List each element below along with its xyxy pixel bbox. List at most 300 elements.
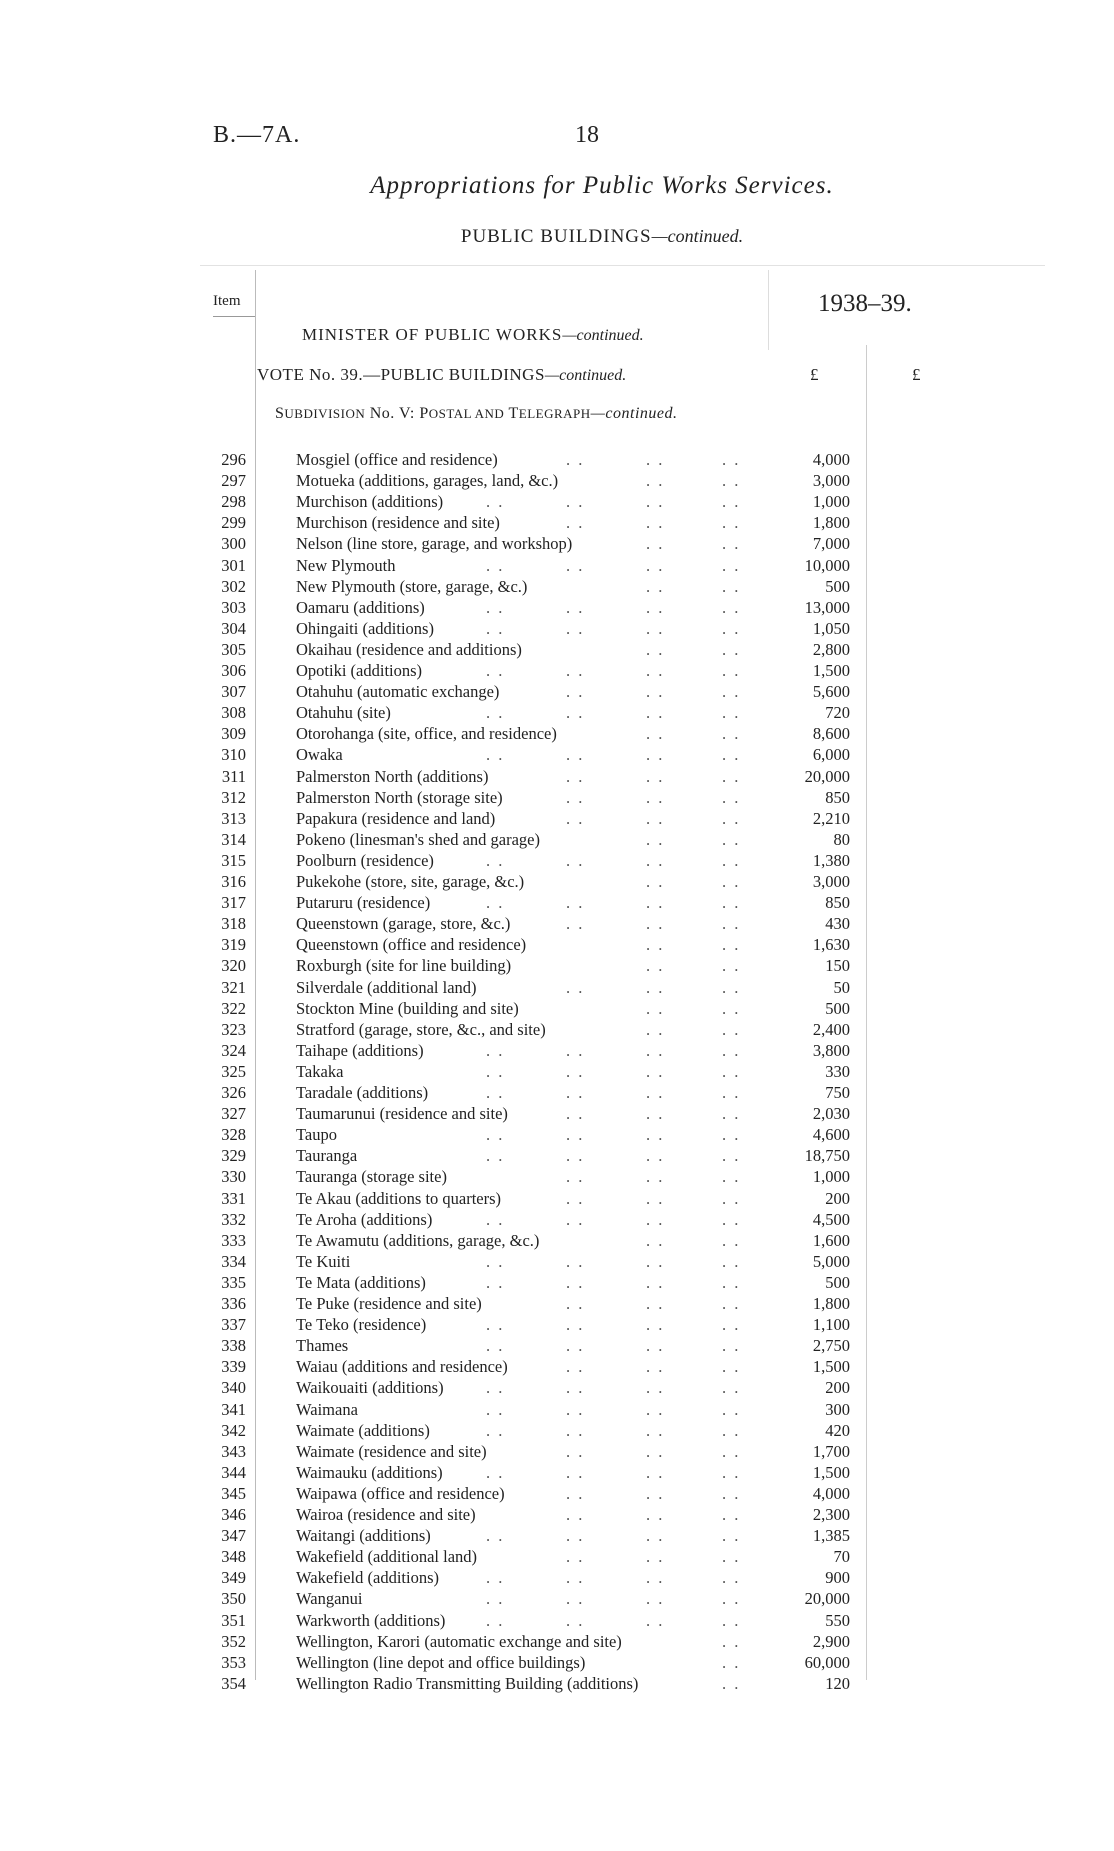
vote-text: VOTE No. 39.—PUBLIC BUILDINGS — [257, 365, 545, 384]
item-description: Wairoa (residence and site) — [296, 1505, 476, 1524]
leader-dots: . . . . . . . . — [486, 1378, 741, 1398]
leader-dots: . . . . . . — [566, 787, 741, 807]
table-row — [0, 871, 1114, 892]
table-row — [0, 1631, 1114, 1652]
item-number: 328 — [221, 1125, 246, 1145]
table-row — [0, 533, 1114, 554]
item-amount: 1,600 — [812, 1230, 850, 1250]
subdivision-heading — [275, 405, 678, 423]
leader-dots: . . . . . . . . — [486, 850, 741, 870]
item-number: 324 — [221, 1040, 246, 1060]
item-number: 339 — [221, 1357, 246, 1377]
item-amount: 4,500 — [812, 1209, 850, 1229]
leader-dots: . . . . . . — [566, 1547, 741, 1567]
item-number: 296 — [221, 450, 246, 469]
item-amount: 1,630 — [812, 935, 850, 955]
leader-dots: . . . . . . . . — [486, 597, 741, 617]
leader-dots: . . . . . . . . — [486, 1568, 741, 1588]
item-amount: 500 — [825, 576, 850, 596]
table-row — [0, 744, 1114, 765]
item-description: New Plymouth (store, garage, &c.) — [296, 576, 528, 596]
leader-dots: . . . . . . — [566, 1188, 741, 1208]
item-number: 303 — [221, 597, 246, 617]
item-description: Roxburgh (site for line building) — [296, 956, 512, 976]
table-row — [0, 1145, 1114, 1166]
table-row — [0, 1061, 1114, 1082]
table-row — [0, 1377, 1114, 1398]
item-description: Queenstown (office and residence) — [296, 935, 527, 955]
table-row — [0, 955, 1114, 976]
leader-dots: . . . . . . . . — [486, 1272, 741, 1292]
item-description: Waimana — [296, 1399, 358, 1419]
item-number: 306 — [221, 661, 246, 680]
table-row — [0, 934, 1114, 955]
table-row — [0, 1272, 1114, 1293]
item-amount: 4,000 — [812, 1483, 850, 1503]
item-description: Warkworth (additions) — [296, 1610, 446, 1630]
table-row — [0, 1525, 1114, 1546]
leader-dots: . . . . . . — [566, 977, 741, 997]
item-description: Wakefield (additions) — [296, 1568, 439, 1588]
item-amount: 420 — [825, 1420, 850, 1440]
item-number: 334 — [221, 1251, 246, 1271]
item-number: 337 — [221, 1315, 246, 1335]
item-number: 326 — [221, 1083, 246, 1102]
subdivision-part: UBDIVISION — [284, 406, 366, 421]
item-amount: 3,000 — [812, 872, 850, 891]
leader-dots: . . . . . . — [566, 808, 741, 828]
minister-heading — [302, 325, 644, 345]
item-amount: 200 — [825, 1378, 850, 1398]
item-amount: 850 — [825, 893, 850, 913]
table-row — [0, 1673, 1114, 1694]
table-row — [0, 1230, 1114, 1251]
item-description: Nelson (line store, garage, and workshop) — [296, 534, 573, 554]
item-description: Te Kuiti — [296, 1251, 351, 1271]
item-amount: 1,000 — [812, 1167, 850, 1187]
item-description: Otahuhu (site) — [296, 703, 391, 723]
item-number: 335 — [221, 1272, 246, 1292]
item-description: Murchison (additions) — [296, 492, 444, 512]
item-number: 338 — [221, 1336, 246, 1356]
item-amount: 1,000 — [812, 492, 850, 512]
item-description: Te Awamutu (additions, garage, &c.) — [296, 1230, 540, 1250]
leader-dots: . . — [722, 1631, 741, 1651]
item-number: 327 — [221, 1104, 246, 1124]
leader-dots: . . . . . . . . — [486, 555, 741, 575]
leader-dots: . . . . . . . . — [486, 1251, 741, 1271]
item-description: Waitangi (additions) — [296, 1526, 431, 1546]
item-number: 345 — [221, 1483, 246, 1503]
item-amount: 50 — [833, 977, 850, 997]
subdivision-part: No. V: P — [365, 405, 429, 422]
leader-dots: . . . . — [646, 1230, 741, 1250]
table-row — [0, 639, 1114, 660]
year-header: 1938–39. — [818, 290, 912, 317]
leader-dots: . . . . . . . . — [486, 1336, 741, 1356]
page-number: 18 — [575, 122, 599, 148]
leader-dots: . . . . . . — [566, 766, 741, 786]
table-row — [0, 1314, 1114, 1335]
item-number: 298 — [221, 492, 246, 512]
item-description: Te Akau (additions to quarters) — [296, 1188, 502, 1208]
table-row — [0, 829, 1114, 850]
table-row — [0, 449, 1114, 470]
table-row — [0, 1209, 1114, 1230]
vote-suffix: —continued. — [544, 367, 627, 384]
table-row — [0, 1293, 1114, 1314]
table-row — [0, 1546, 1114, 1567]
item-number: 309 — [221, 724, 246, 744]
item-amount: 1,500 — [812, 1357, 850, 1377]
leader-dots: . . . . . . . . — [486, 618, 741, 638]
item-number: 316 — [221, 872, 246, 891]
leader-dots: . . . . . . . . — [486, 1146, 741, 1166]
leader-dots: . . . . — [646, 576, 741, 596]
table-row — [0, 1399, 1114, 1420]
item-description: Te Teko (residence) — [296, 1315, 427, 1335]
item-number: 323 — [221, 1019, 246, 1039]
leader-dots: . . . . . . . . — [486, 1610, 741, 1630]
item-number: 332 — [221, 1209, 246, 1229]
item-description: Wellington (line depot and office buildings) — [296, 1652, 586, 1672]
subdivision-part: ELEGRAPH — [518, 406, 591, 421]
section-subtitle — [0, 226, 1114, 248]
item-column-header: Item — [213, 293, 241, 309]
table-row — [0, 1335, 1114, 1356]
item-amount: 1,500 — [812, 661, 850, 680]
amount-column-rule-left — [768, 270, 769, 350]
subdivision-part: OSTAL AND — [428, 406, 505, 421]
item-amount: 550 — [825, 1610, 850, 1630]
item-number: 341 — [221, 1399, 246, 1419]
item-header-rule — [213, 316, 255, 317]
item-description: Waipawa (office and residence) — [296, 1483, 505, 1503]
item-number: 312 — [221, 787, 246, 807]
item-amount: 120 — [825, 1673, 850, 1693]
item-amount: 1,100 — [812, 1315, 850, 1335]
page-title: Appropriations for Public Works Services. — [370, 172, 834, 199]
item-description: Waimauku (additions) — [296, 1462, 443, 1482]
item-amount: 70 — [833, 1547, 850, 1567]
leader-dots: . . . . — [646, 829, 741, 849]
item-description: Wellington Radio Transmitting Building (additions) — [296, 1673, 639, 1693]
item-number: 340 — [221, 1378, 246, 1398]
leader-dots: . . . . . . . . — [486, 893, 741, 913]
table-row — [0, 555, 1114, 576]
item-description: Taihape (additions) — [296, 1040, 424, 1060]
item-description: Putaruru (residence) — [296, 893, 431, 913]
item-number: 353 — [221, 1652, 246, 1672]
document-reference: B.—7A. — [213, 122, 301, 148]
item-description: Wakefield (additional land) — [296, 1547, 478, 1567]
item-number: 305 — [221, 639, 246, 659]
item-amount: 1,500 — [812, 1462, 850, 1482]
table-row — [0, 491, 1114, 512]
leader-dots: . . . . . . . . — [486, 1061, 741, 1081]
item-amount: 850 — [825, 787, 850, 807]
leader-dots: . . . . . . — [566, 1505, 741, 1524]
item-number: 311 — [221, 766, 246, 786]
table-row — [0, 1103, 1114, 1124]
item-description: Te Mata (additions) — [296, 1272, 426, 1292]
item-amount: 4,600 — [812, 1125, 850, 1145]
item-number: 347 — [221, 1526, 246, 1546]
item-amount: 500 — [825, 998, 850, 1018]
item-description: Otorohanga (site, office, and residence) — [296, 724, 557, 744]
item-number: 331 — [221, 1188, 246, 1208]
leader-dots: . . . . . . . . — [486, 661, 741, 680]
item-number: 307 — [221, 682, 246, 702]
leader-dots: . . — [722, 1673, 741, 1693]
item-amount: 150 — [825, 956, 850, 976]
item-description: Stockton Mine (building and site) — [296, 998, 519, 1018]
item-amount: 2,800 — [812, 639, 850, 659]
item-amount: 60,000 — [804, 1652, 850, 1672]
item-amount: 4,000 — [812, 450, 850, 469]
item-description: Thames — [296, 1336, 349, 1356]
leader-dots: . . . . . . — [566, 1167, 741, 1187]
item-description: Mosgiel (office and residence) — [296, 450, 498, 469]
item-number: 333 — [221, 1230, 246, 1250]
leader-dots: . . . . . . — [566, 1294, 741, 1313]
table-row — [0, 1040, 1114, 1061]
subtitle-suffix: —continued. — [651, 226, 744, 246]
item-amount: 13,000 — [804, 597, 850, 617]
table-row — [0, 618, 1114, 639]
item-number: 313 — [221, 808, 246, 828]
item-number: 352 — [221, 1631, 246, 1651]
table-row — [0, 1188, 1114, 1209]
table-row — [0, 681, 1114, 702]
table-row — [0, 512, 1114, 533]
item-description: Papakura (residence and land) — [296, 808, 496, 828]
leader-dots: . . . . . . . . — [486, 1462, 741, 1482]
item-amount: 5,600 — [812, 682, 850, 702]
item-description: Oamaru (additions) — [296, 597, 425, 617]
item-amount: 2,750 — [812, 1336, 850, 1356]
item-number: 315 — [221, 850, 246, 870]
item-number: 350 — [221, 1589, 246, 1609]
item-description: Owaka — [296, 745, 343, 765]
item-description: Pukekohe (store, site, garage, &c.) — [296, 872, 525, 891]
leader-dots: . . . . — [646, 872, 741, 891]
minister-text: MINISTER OF PUBLIC WORKS — [302, 325, 563, 344]
table-row — [0, 1652, 1114, 1673]
table-row — [0, 1019, 1114, 1040]
item-number: 297 — [221, 471, 246, 491]
item-description: Otahuhu (automatic exchange) — [296, 682, 500, 702]
item-amount: 3,800 — [812, 1040, 850, 1060]
item-amount: 330 — [825, 1061, 850, 1081]
item-description: Waimate (residence and site) — [296, 1441, 487, 1461]
table-row — [0, 977, 1114, 998]
leader-dots: . . . . — [646, 724, 741, 744]
item-amount: 1,800 — [812, 513, 850, 533]
leader-dots: . . . . . . . . — [486, 1420, 741, 1440]
item-amount: 20,000 — [804, 766, 850, 786]
item-description: Palmerston North (storage site) — [296, 787, 503, 807]
item-number: 344 — [221, 1462, 246, 1482]
item-description: Tauranga (storage site) — [296, 1167, 447, 1187]
table-row — [0, 723, 1114, 744]
item-amount: 720 — [825, 703, 850, 723]
item-amount: 20,000 — [804, 1589, 850, 1609]
item-description: Palmerston North (additions) — [296, 766, 489, 786]
item-description: Taumarunui (residence and site) — [296, 1104, 508, 1124]
item-description: Taupo — [296, 1125, 338, 1145]
leader-dots: . . . . — [646, 471, 741, 491]
item-amount: 430 — [825, 914, 850, 934]
item-number: 320 — [221, 956, 246, 976]
item-amount: 6,000 — [812, 745, 850, 765]
item-amount: 1,385 — [812, 1526, 850, 1546]
table-row — [0, 702, 1114, 723]
item-number: 319 — [221, 935, 246, 955]
leader-dots: . . . . . . . . — [486, 1526, 741, 1546]
item-description: Motueka (additions, garages, land, &c.) — [296, 471, 559, 491]
leader-dots: . . — [722, 1652, 741, 1672]
item-amount: 80 — [833, 829, 850, 849]
table-row — [0, 597, 1114, 618]
subdivision-suffix: —continued. — [590, 405, 678, 422]
item-amount: 2,900 — [812, 1631, 850, 1651]
item-description: Takaka — [296, 1061, 344, 1081]
leader-dots: . . . . . . . . — [486, 492, 741, 512]
item-number: 325 — [221, 1061, 246, 1081]
item-description: Wanganui — [296, 1589, 363, 1609]
table-row — [0, 1441, 1114, 1462]
item-amount: 1,700 — [812, 1441, 850, 1461]
leader-dots: . . . . — [646, 1019, 741, 1039]
item-number: 321 — [221, 977, 246, 997]
table-row — [0, 1166, 1114, 1187]
item-number: 354 — [221, 1673, 246, 1693]
item-amount: 18,750 — [804, 1146, 850, 1166]
item-amount: 3,000 — [812, 471, 850, 491]
leader-dots: . . . . . . . . — [486, 1083, 741, 1102]
table-row — [0, 1610, 1114, 1631]
item-description: Taradale (additions) — [296, 1083, 429, 1102]
item-number: 330 — [221, 1167, 246, 1187]
leader-dots: . . . . — [646, 935, 741, 955]
table-row — [0, 1504, 1114, 1525]
item-amount: 2,400 — [812, 1019, 850, 1039]
item-amount: 900 — [825, 1568, 850, 1588]
leader-dots: . . . . — [646, 639, 741, 659]
table-row — [0, 766, 1114, 787]
item-amount: 500 — [825, 1272, 850, 1292]
item-description: Okaihau (residence and additions) — [296, 639, 522, 659]
leader-dots: . . . . . . . . — [486, 703, 741, 723]
item-number: 346 — [221, 1505, 246, 1524]
item-amount: 5,000 — [812, 1251, 850, 1271]
item-description: Pokeno (linesman's shed and garage) — [296, 829, 540, 849]
table-row — [0, 1251, 1114, 1272]
leader-dots: . . . . . . . . — [486, 1399, 741, 1419]
item-description: Ohingaiti (additions) — [296, 618, 434, 638]
leader-dots: . . . . . . . . — [486, 1209, 741, 1229]
leader-dots: . . . . . . . . — [486, 1315, 741, 1335]
header-divider — [200, 265, 1045, 266]
leader-dots: . . . . . . — [566, 1104, 741, 1124]
item-description: Te Puke (residence and site) — [296, 1294, 482, 1313]
table-row — [0, 1483, 1114, 1504]
subdivision-part: S — [275, 405, 285, 422]
item-description: Murchison (residence and site) — [296, 513, 500, 533]
table-row — [0, 660, 1114, 681]
table-row — [0, 850, 1114, 871]
item-number: 351 — [221, 1610, 246, 1630]
leader-dots: . . . . — [646, 534, 741, 554]
table-row — [0, 787, 1114, 808]
leader-dots: . . . . . . — [566, 513, 741, 533]
item-number: 348 — [221, 1547, 246, 1567]
item-number: 302 — [221, 576, 246, 596]
item-amount: 2,300 — [812, 1505, 850, 1524]
item-number: 343 — [221, 1441, 246, 1461]
table-row — [0, 998, 1114, 1019]
leader-dots: . . . . . . — [566, 1357, 741, 1377]
leader-dots: . . . . . . — [566, 1483, 741, 1503]
leader-dots: . . . . — [646, 956, 741, 976]
table-row — [0, 808, 1114, 829]
leader-dots: . . . . . . — [566, 1441, 741, 1461]
vote-heading — [257, 365, 626, 385]
item-description: Stratford (garage, store, &c., and site) — [296, 1019, 546, 1039]
item-description: Wellington, Karori (automatic exchange and site) — [296, 1631, 622, 1651]
item-number: 304 — [221, 618, 246, 638]
table-row — [0, 1356, 1114, 1377]
subtitle-text: PUBLIC BUILDINGS — [460, 226, 652, 247]
item-number: 310 — [221, 745, 246, 765]
item-number: 318 — [221, 914, 246, 934]
item-number: 329 — [221, 1146, 246, 1166]
item-amount: 750 — [825, 1083, 850, 1102]
leader-dots: . . . . . . . . — [486, 1589, 741, 1609]
table-row — [0, 576, 1114, 597]
leader-dots: . . . . . . — [566, 914, 741, 934]
item-amount: 1,800 — [812, 1294, 850, 1313]
item-description: Waimate (additions) — [296, 1420, 430, 1440]
item-amount: 2,210 — [812, 808, 850, 828]
item-number: 301 — [221, 555, 246, 575]
item-amount: 7,000 — [812, 534, 850, 554]
item-number: 349 — [221, 1568, 246, 1588]
item-number: 308 — [221, 703, 246, 723]
table-row — [0, 1567, 1114, 1588]
item-number: 342 — [221, 1420, 246, 1440]
table-row — [0, 892, 1114, 913]
item-description: Waikouaiti (additions) — [296, 1378, 444, 1398]
item-amount: 2,030 — [812, 1104, 850, 1124]
leader-dots: . . . . . . . . — [486, 745, 741, 765]
item-description: Opotiki (additions) — [296, 661, 423, 680]
item-amount: 1,380 — [812, 850, 850, 870]
item-number: 336 — [221, 1294, 246, 1313]
leader-dots: . . . . — [646, 998, 741, 1018]
table-row — [0, 1462, 1114, 1483]
subdivision-part: T — [504, 405, 519, 422]
table-row — [0, 470, 1114, 491]
item-number: 317 — [221, 893, 246, 913]
item-number: 314 — [221, 829, 246, 849]
item-description: Tauranga — [296, 1146, 358, 1166]
table-row — [0, 1420, 1114, 1441]
leader-dots: . . . . . . — [566, 682, 741, 702]
item-number: 299 — [221, 513, 246, 533]
item-description: New Plymouth — [296, 555, 396, 575]
